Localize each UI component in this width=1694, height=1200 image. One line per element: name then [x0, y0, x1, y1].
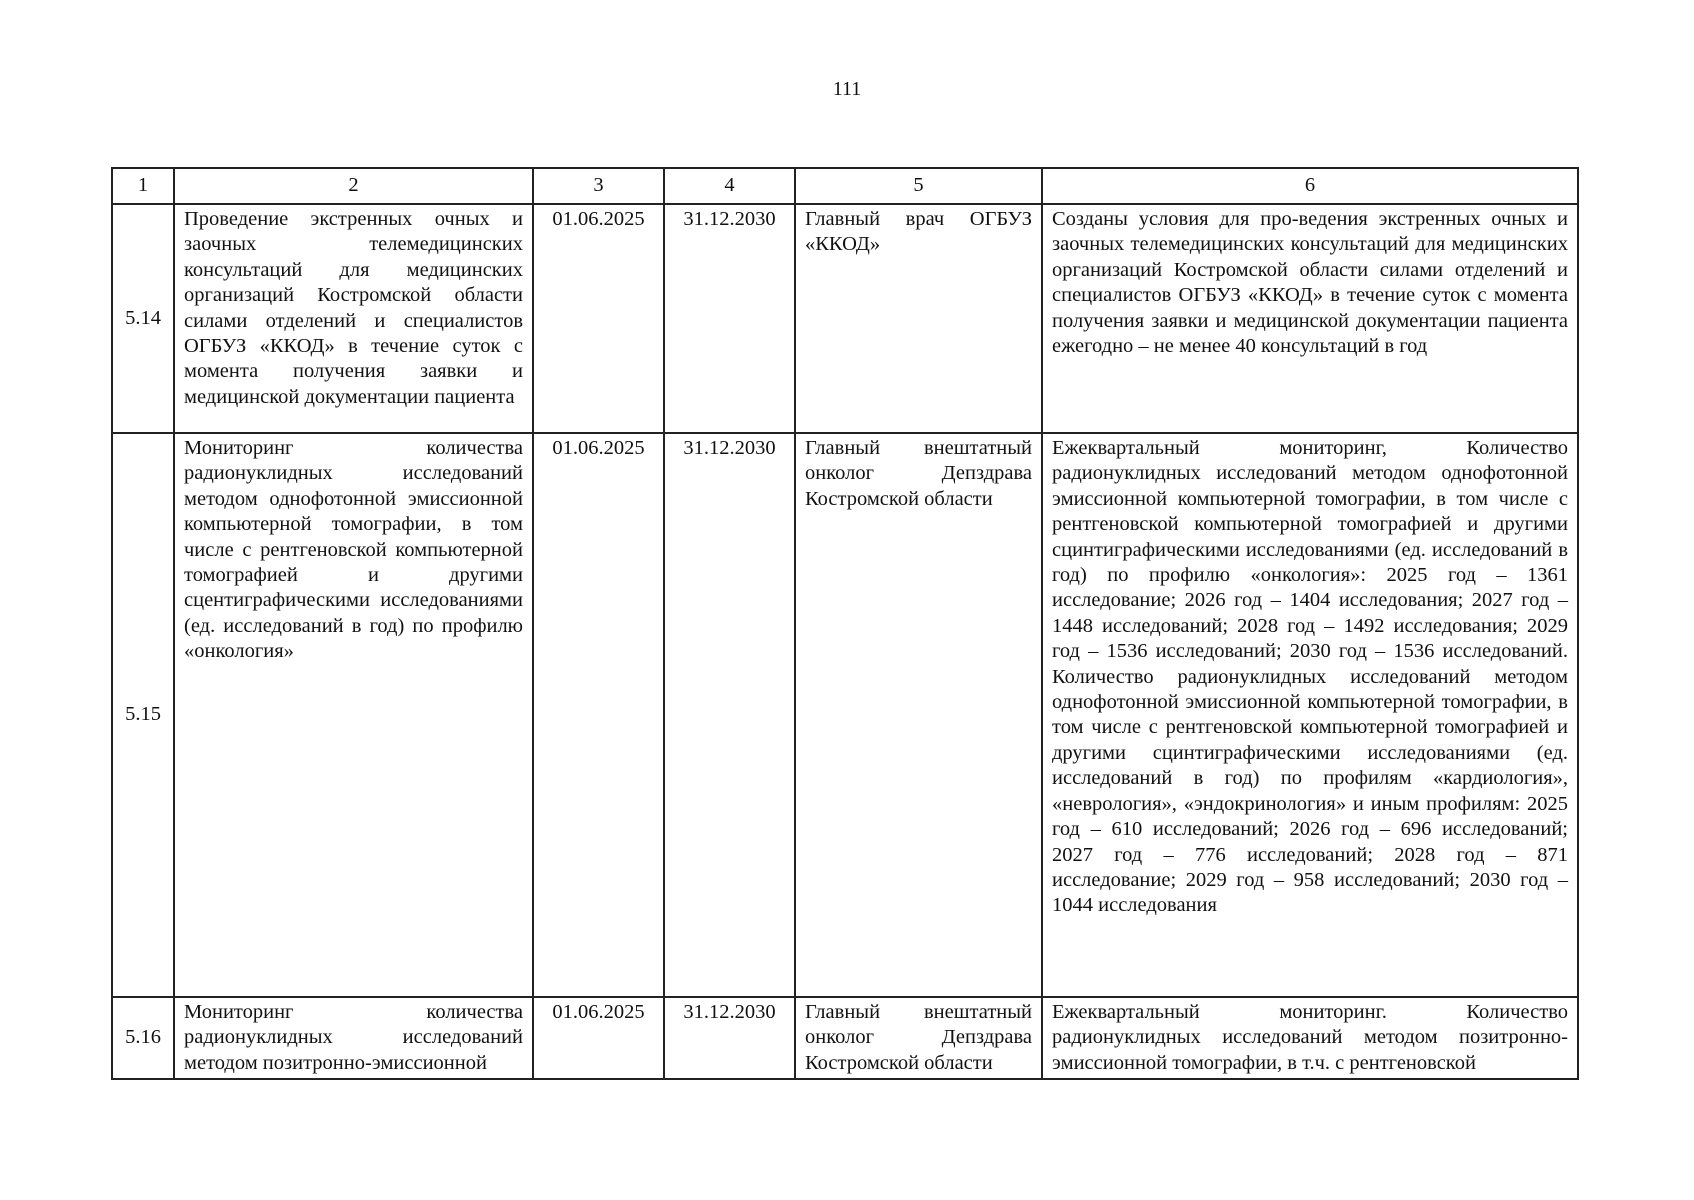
event-description: Мониторинг количества радионуклидных исследований методом однофотонной эмиссионной компьютерной томографии, в том числе с рентгеновской компьютерной томографией и другими сцентиграфическими исследованиями (ед. исследований в год) по профилю «онкология»: [174, 433, 533, 997]
end-date: 31.12.2030: [664, 997, 795, 1079]
table-row: [112, 997, 1578, 1079]
event-description: Проведение экстренных очных и заочных телемедицинских консультаций для медицинских организаций Костромской области силами отделений и специалистов ОГБУЗ «ККОД» в течение суток с момента получения заявки и медицинской документации пациента: [174, 204, 533, 433]
start-date: 01.06.2025: [533, 204, 664, 433]
expected-result: [1042, 997, 1578, 1079]
expected-result: Ежеквартальный мониторинг, Количество радионуклидных исследований методом однофотонной эмиссионной компьютерной томографии, в том числе с рентгеновской компьютерной томографией и другими сцинтиграфическими исследованиями (ед. исследований в год) по профилю «онкология»: 2025 год – 1361 исследование; 2026 год – 1404 исследования; 2027 год – 1448 исследований; 2028 год – 1492 исследования; 2029 год – 1536 исследований; 2030 год – 1536 исследований. Количество радионуклидных исследований методом однофотонной эмиссионной компьютерной томографии, в том числе с рентгеновской компьютерной томографией и другими сцинтиграфическими исследованиями (ед. исследований в год) по профилям «кардиология», «неврология», «эндокринология» и иным профилям: 2025 год – 610 исследований; 2026 год – 696 исследований; 2027 год – 776 исследований; 2028 год – 871 исследование; 2029 год – 958 исследований; 2030 год – 1044 исследования: [1042, 433, 1578, 997]
activity-table: [111, 167, 1579, 1080]
column-number: 3: [533, 168, 664, 204]
responsible-person: Главный внештатный онколог Депздрава Костромской области: [795, 433, 1042, 997]
column-number: 4: [664, 168, 795, 204]
column-number: 6: [1042, 168, 1578, 204]
responsible-person: Главный врач ОГБУЗ «ККОД»: [795, 204, 1042, 433]
row-number: 5.14: [112, 204, 174, 433]
table-row: [112, 204, 1578, 433]
table-row: [112, 433, 1578, 997]
event-description: [174, 997, 533, 1079]
event-description-text: Мониторинг количества радионуклидных исследований методом позитронно-эмиссионной: [184, 1001, 523, 1074]
end-date: 31.12.2030: [664, 433, 795, 997]
row-number: 5.15: [112, 433, 174, 997]
column-number: 2: [174, 168, 533, 204]
start-date: 01.06.2025: [533, 433, 664, 997]
responsible-person-text: Главный внештатный онколог Депздрава Костромской области: [805, 1001, 1032, 1074]
column-number: 5: [795, 168, 1042, 204]
start-date: 01.06.2025: [533, 997, 664, 1079]
end-date: 31.12.2030: [664, 204, 795, 433]
expected-result: Созданы условия для про-ведения экстренных очных и заочных телемедицинских консультаций для медицинских организаций Костромской области силами отделений и специалистов ОГБУЗ «ККОД» в течение суток с момента получения заявки и медицинской документации пациента ежегодно – не менее 40 консультаций в год: [1042, 204, 1578, 433]
page-number: 111: [832, 78, 862, 100]
expected-result-text: Ежеквартальный мониторинг. Количество радионуклидных исследований методом позитронно-эмиссионной томографии, в т.ч. с рентгеновской: [1052, 1001, 1568, 1074]
column-number: 1: [112, 168, 174, 204]
row-number: 5.16: [112, 997, 174, 1079]
column-number-row: [112, 168, 1578, 204]
responsible-person: [795, 997, 1042, 1079]
